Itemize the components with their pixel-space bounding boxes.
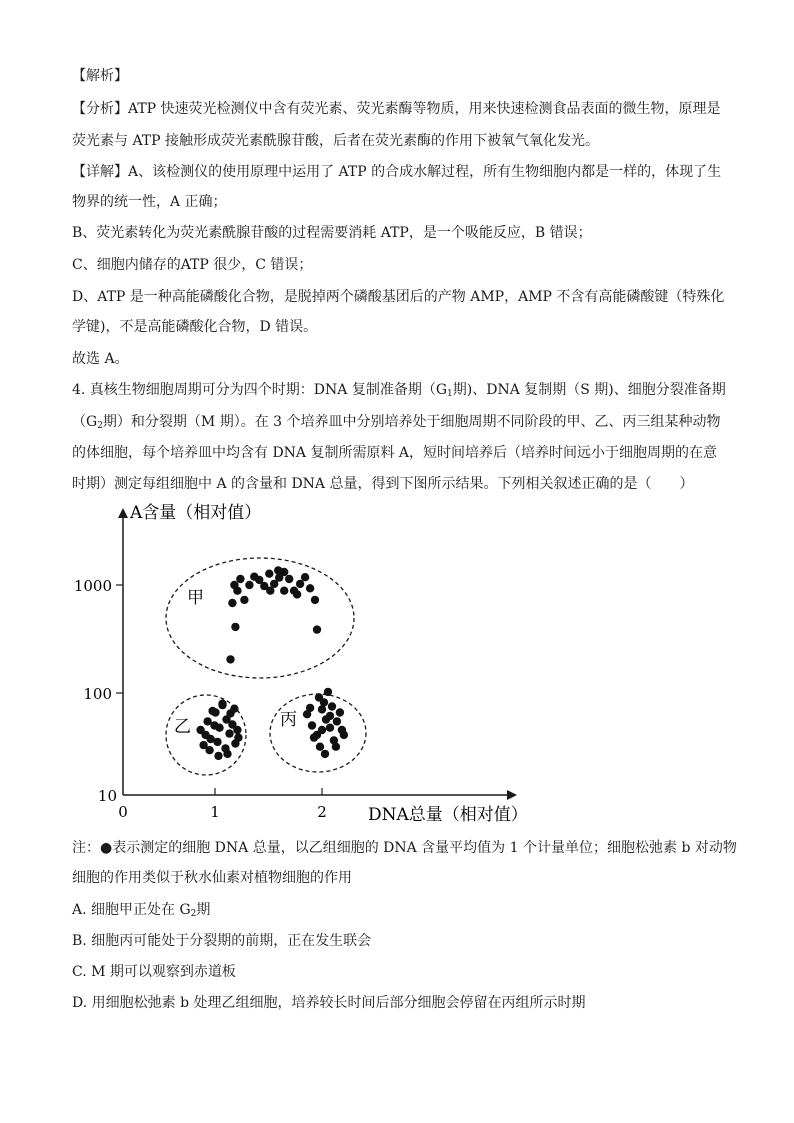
group-bing-label: 丙 — [280, 710, 297, 730]
x-tick-label-2: 2 — [317, 803, 327, 821]
data-point-jia-3 — [236, 575, 244, 583]
g1-subscript: 1 — [447, 389, 453, 399]
data-point-yi-22 — [233, 726, 241, 734]
detail-line-1 — [72, 162, 721, 182]
data-point-bing-8 — [336, 708, 344, 716]
data-point-bing-15 — [306, 704, 314, 712]
data-point-jia-2 — [240, 596, 248, 604]
question-text-2b: 期）和分裂期（M 期）。在 3 个培养皿中分别培养处于细胞周期不同阶段的甲、乙、丙三组某种动物 — [102, 414, 721, 430]
data-point-yi-21 — [210, 721, 218, 729]
x-tick-2 — [317, 788, 327, 821]
g2-subscript: 2 — [97, 421, 103, 431]
data-point-yi-16 — [234, 733, 242, 741]
question-line-2 — [72, 412, 721, 436]
data-point-yi-11 — [214, 752, 222, 760]
data-point-bing-14 — [328, 702, 336, 710]
detail-line-5: D、ATP 是一种高能磷酸化合物，是脱掉两个磷酸基团后的产物 AMP，AMP 不含有高能磷酸键（特殊化 — [72, 289, 725, 305]
data-point-jia-18 — [266, 587, 274, 595]
question-text-1a: 4. 真核生物细胞周期可分为四个时期：DNA 复制准备期（G — [72, 382, 448, 398]
question-line-3: 的体细胞，每个培养皿中均含有 DNA 复制所需原料 A，短时间培养后（培养时间远小于细胞周期的在意 — [72, 445, 718, 461]
data-point-yi-19 — [223, 750, 231, 758]
x-tick-label-1: 1 — [210, 803, 220, 821]
note-line-1: 注：●表示测定的细胞 DNA 总量，以乙组细胞的 DNA 含量平均值为 1 个计量单位；细胞松弛素 b 对动物 — [72, 840, 737, 856]
option-a — [72, 900, 210, 924]
data-point-bing-5 — [326, 724, 334, 732]
data-point-jia-23 — [293, 590, 301, 598]
y-tick-label-100: 100 — [83, 685, 112, 703]
data-point-bing-7 — [333, 717, 341, 725]
detail-line-2: 物界的统一性，A 正确； — [72, 194, 227, 210]
option-d: D. 用细胞松弛素 b 处理乙组细胞，培养较长时间后部分细胞会停留在丙组所示时期 — [72, 995, 586, 1011]
analysis-label: 【分析】 — [72, 101, 128, 117]
option-a-text: A. 细胞甲正处在 G — [72, 902, 191, 918]
data-point-jia-4 — [245, 581, 253, 589]
question-line-4: 时期）测定每组细胞中 A 的含量和 DNA 总量，得到下图所示结果。下列相关叙述正确的是（ ） — [72, 476, 694, 492]
data-point-yi-17 — [201, 731, 209, 739]
data-point-bing-1 — [308, 721, 316, 729]
data-points — [196, 566, 348, 760]
detail-line-3: B、荧光素转化为荧光素酰腺苷酸的过程需要消耗 ATP，是一个吸能反应，B 错误； — [72, 225, 592, 241]
detail-text-1: A、该检测仪的使用原理中运用了 ATP 的合成水解过程，所有生物细胞内都是一样的，体现了生 — [128, 164, 722, 180]
data-point-jia-25 — [313, 625, 321, 633]
y-axis-label: A含量（相对值） — [130, 503, 262, 523]
data-point-yi-18 — [218, 700, 226, 708]
data-point-yi-12 — [208, 707, 216, 715]
data-point-jia-19 — [280, 587, 288, 595]
y-tick-label-10: 10 — [97, 787, 117, 805]
data-point-bing-18 — [340, 731, 348, 739]
x-axis-label: DNA总量（相对值） — [368, 805, 528, 825]
analysis-text-1: ATP 快速荧光检测仪中含有荧光素、荧光素酶等物质，用来快速检测食品表面的微生物，原理是 — [128, 101, 721, 117]
group-jia-label: 甲 — [187, 588, 204, 608]
option-b: B. 细胞丙可能处于分裂期的前期，正在发生联会 — [72, 933, 372, 949]
y-tick-100 — [83, 685, 123, 703]
data-point-jia-1 — [233, 587, 241, 595]
data-point-yi-15 — [230, 705, 238, 713]
x-tick-1 — [210, 788, 220, 821]
x-tick-label-0: 0 — [118, 803, 128, 821]
detail-line-6: 学键)，不是高能磷酸化合物，D 错误。 — [72, 319, 318, 335]
y-tick-label-1000: 1000 — [73, 577, 112, 595]
data-point-bing-11 — [316, 743, 324, 751]
question-text-2a: （G — [72, 414, 98, 430]
analysis-line-2: 荧光素与 ATP 接触形成荧光素酰腺苷酸，后者在荧光素酶的作用下被氧气氧化发光。 — [72, 133, 600, 149]
analysis-line-1 — [72, 99, 721, 119]
data-point-jia-15 — [301, 573, 309, 581]
note-line-2: 细胞的作用类似于秋水仙素对植物细胞的作用 — [72, 870, 352, 886]
data-point-jia-20 — [228, 599, 236, 607]
data-point-jia-24 — [274, 566, 282, 574]
question-line-1 — [72, 380, 726, 404]
scatter-chart — [0, 500, 794, 830]
question-text-1b: 期)、DNA 复制期（S 期)、细胞分裂准备期 — [452, 382, 726, 398]
data-point-bing-21 — [315, 693, 323, 701]
data-point-jia-21 — [231, 623, 239, 631]
data-point-bing-13 — [324, 688, 332, 696]
data-point-bing-17 — [321, 750, 329, 758]
data-point-jia-8 — [265, 570, 273, 578]
detail-conclusion: 故选 A。 — [72, 351, 129, 367]
data-point-jia-14 — [296, 580, 304, 588]
data-point-yi-20 — [213, 738, 221, 746]
y-tick-1000 — [74, 577, 123, 595]
data-point-bing-19 — [318, 726, 326, 734]
data-point-jia-22 — [226, 655, 234, 663]
option-a-subscript: 2 — [190, 909, 197, 919]
detail-line-4: C、细胞内储存的ATP 很少，C 错误； — [72, 257, 313, 273]
data-point-bing-20 — [326, 712, 334, 720]
group-yi-label: 乙 — [174, 717, 191, 737]
data-point-yi-23 — [199, 741, 207, 749]
data-point-yi-7 — [225, 729, 233, 737]
data-point-jia-17 — [311, 596, 319, 604]
option-c: C. M 期可以观察到赤道板 — [72, 964, 236, 980]
section-title: 【解析】 — [72, 68, 128, 84]
data-point-jia-12 — [285, 575, 293, 583]
data-point-bing-10 — [310, 733, 318, 741]
data-point-bing-16 — [332, 743, 340, 751]
data-point-jia-16 — [306, 584, 314, 592]
option-a-suffix: 期 — [196, 902, 211, 918]
detail-label: 【详解】 — [72, 164, 128, 180]
